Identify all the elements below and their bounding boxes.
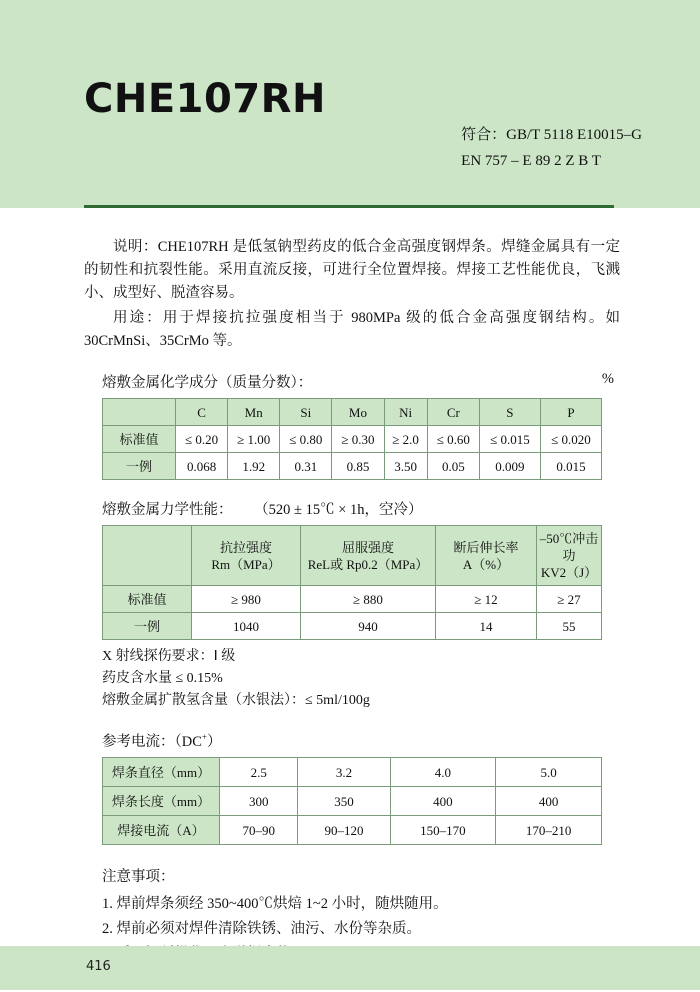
chem-row-0-label: 标准值 bbox=[103, 426, 176, 453]
cur-row-2-val-2: 150–170 bbox=[390, 816, 496, 845]
mech-row-0-val-0: ≥ 980 bbox=[192, 586, 301, 613]
table-row bbox=[103, 816, 602, 845]
mech-col-1-line1: 抗拉强度 bbox=[219, 539, 272, 555]
cur-row-1-label: 焊条长度（mm） bbox=[103, 787, 220, 816]
note-hydrogen: 熔敷金属扩散氢含量（水银法）：≤ 5ml/100g bbox=[102, 693, 370, 708]
table-row bbox=[103, 426, 602, 453]
chem-row-1-val-3: 0.85 bbox=[332, 453, 384, 480]
attention-item-1: 1. 焊前焊条须经 350~400℃烘焙 1~2 小时，随烘随用。 bbox=[102, 896, 448, 912]
chem-row-1-val-1: 1.92 bbox=[228, 453, 280, 480]
table-row bbox=[103, 453, 602, 480]
cur-row-2-val-3: 170–210 bbox=[496, 816, 602, 845]
chem-col-2: Mn bbox=[228, 399, 280, 426]
description-paragraph-1: 说明：CHE107RH 是低氢钠型药皮的低合金高强度钢焊条。焊缝金属具有一定的韧性和抗裂性能。采用直流反接，可进行全位置焊接。焊接工艺性能优良，飞溅小、成型好、脱渣容易。 bbox=[84, 239, 620, 301]
cur-row-2-val-1: 90–120 bbox=[298, 816, 390, 845]
mech-col-4 bbox=[537, 526, 602, 586]
reference-current-table bbox=[102, 757, 602, 845]
mech-row-1-val-1: 940 bbox=[301, 613, 436, 640]
mech-row-1-val-0: 1040 bbox=[192, 613, 301, 640]
chemical-composition-table bbox=[102, 398, 602, 480]
chem-col-0 bbox=[103, 399, 176, 426]
chem-row-0-val-3: ≥ 0.30 bbox=[332, 426, 384, 453]
mech-col-2 bbox=[301, 526, 436, 586]
mechanical-properties-table bbox=[102, 525, 602, 640]
attention-item-2: 2. 焊前必须对焊件清除铁锈、油污、水份等杂质。 bbox=[102, 921, 421, 937]
table-row bbox=[103, 586, 602, 613]
additional-requirements bbox=[102, 646, 620, 712]
page-number: 416 bbox=[86, 959, 111, 974]
chem-row-1-val-2: 0.31 bbox=[280, 453, 332, 480]
chem-row-0-val-5: ≤ 0.60 bbox=[427, 426, 479, 453]
header-band bbox=[0, 0, 700, 208]
chem-col-8: P bbox=[540, 399, 601, 426]
chem-row-1-val-4: 3.50 bbox=[384, 453, 427, 480]
chem-row-0-val-4: ≥ 2.0 bbox=[384, 426, 427, 453]
chem-col-7: S bbox=[479, 399, 540, 426]
cur-row-0-val-3: 5.0 bbox=[496, 758, 602, 787]
attention-title: 注意事项： bbox=[102, 869, 175, 885]
chem-row-0-val-0: ≤ 0.20 bbox=[176, 426, 228, 453]
chemical-section-title bbox=[102, 371, 620, 392]
mech-col-0 bbox=[103, 526, 192, 586]
chem-row-0-val-1: ≥ 1.00 bbox=[228, 426, 280, 453]
standard-line-2: EN 757 – E 89 2 Z B T bbox=[461, 153, 601, 169]
mech-row-0-val-2: ≥ 12 bbox=[436, 586, 537, 613]
mech-row-0-label: 标准值 bbox=[103, 586, 192, 613]
mech-col-1 bbox=[192, 526, 301, 586]
chem-col-6: Cr bbox=[427, 399, 479, 426]
current-title-text: 参考电流： bbox=[102, 734, 175, 750]
document-content bbox=[84, 236, 620, 992]
chem-row-1-val-7: 0.015 bbox=[540, 453, 601, 480]
chem-row-1-val-0: 0.068 bbox=[176, 453, 228, 480]
cur-row-1-val-2: 400 bbox=[390, 787, 496, 816]
cur-row-0-val-1: 3.2 bbox=[298, 758, 390, 787]
cur-row-2-val-0: 70–90 bbox=[220, 816, 298, 845]
table-header-row bbox=[103, 526, 602, 586]
mechanical-condition: （520 ± 15℃ × 1h，空冷） bbox=[254, 502, 423, 518]
chem-col-3: Si bbox=[280, 399, 332, 426]
standards-block bbox=[461, 122, 642, 174]
mech-row-0-val-1: ≥ 880 bbox=[301, 586, 436, 613]
standard-line-1: 符合：GB/T 5118 E10015–G bbox=[461, 127, 642, 143]
chemical-title-text: 熔敷金属化学成分（质量分数）： bbox=[102, 375, 313, 391]
cur-row-1-val-0: 300 bbox=[220, 787, 298, 816]
mech-col-3-line1: 断后伸长率 bbox=[453, 539, 519, 555]
chemical-unit: % bbox=[601, 371, 614, 387]
chem-col-4: Mo bbox=[332, 399, 384, 426]
description-paragraph-2: 用途：用于焊接抗拉强度相当于 980MPa 级的低合金高强度钢结构。如 30CrMnSi、35CrMo 等。 bbox=[84, 310, 620, 349]
cur-row-0-val-0: 2.5 bbox=[220, 758, 298, 787]
table-row bbox=[103, 613, 602, 640]
mech-col-4-line2: KV2（J） bbox=[540, 565, 598, 580]
chem-row-1-val-6: 0.009 bbox=[479, 453, 540, 480]
header-divider bbox=[84, 205, 614, 208]
note-moisture: 药皮含水量 ≤ 0.15% bbox=[102, 671, 223, 686]
mech-col-2-line2: ReL或 Rp0.2（MPa） bbox=[307, 556, 429, 572]
cur-row-0-label: 焊条直径（mm） bbox=[103, 758, 220, 787]
current-polarity-text: （DC bbox=[174, 734, 202, 750]
chem-row-0-val-7: ≤ 0.020 bbox=[540, 426, 601, 453]
page-title: CHE107RH bbox=[84, 76, 326, 122]
mech-col-2-line1: 屈服强度 bbox=[341, 539, 394, 555]
mechanical-section-title bbox=[102, 498, 620, 519]
current-section-title bbox=[102, 730, 620, 751]
mech-col-3-line2: A（%） bbox=[462, 556, 510, 572]
chem-row-1-label: 一例 bbox=[103, 453, 176, 480]
mech-col-4-line1: –50℃冲击功 bbox=[539, 531, 599, 563]
note-xray: X 射线探伤要求：Ⅰ 级 bbox=[102, 649, 236, 664]
chem-row-0-val-6: ≤ 0.015 bbox=[479, 426, 540, 453]
current-polarity-sup: + bbox=[201, 732, 207, 743]
mech-row-1-val-3: 55 bbox=[537, 613, 602, 640]
current-polarity-end: ） bbox=[206, 734, 222, 750]
cur-row-1-val-1: 350 bbox=[298, 787, 390, 816]
current-polarity bbox=[175, 734, 222, 750]
cur-row-1-val-3: 400 bbox=[496, 787, 602, 816]
chem-row-0-val-2: ≤ 0.80 bbox=[280, 426, 332, 453]
mech-col-3 bbox=[436, 526, 537, 586]
mech-row-1-label: 一例 bbox=[103, 613, 192, 640]
cur-row-2-label: 焊接电流（A） bbox=[103, 816, 220, 845]
mech-row-1-val-2: 14 bbox=[436, 613, 537, 640]
mech-row-0-val-3: ≥ 27 bbox=[537, 586, 602, 613]
mechanical-title-text: 熔敷金属力学性能： bbox=[102, 502, 233, 518]
cur-row-0-val-2: 4.0 bbox=[390, 758, 496, 787]
mech-col-1-line2: Rm（MPa） bbox=[211, 556, 281, 572]
table-header-row bbox=[103, 399, 602, 426]
table-row bbox=[103, 758, 602, 787]
chem-row-1-val-5: 0.05 bbox=[427, 453, 479, 480]
chem-col-1: C bbox=[176, 399, 228, 426]
chem-col-5: Ni bbox=[384, 399, 427, 426]
table-row bbox=[103, 787, 602, 816]
